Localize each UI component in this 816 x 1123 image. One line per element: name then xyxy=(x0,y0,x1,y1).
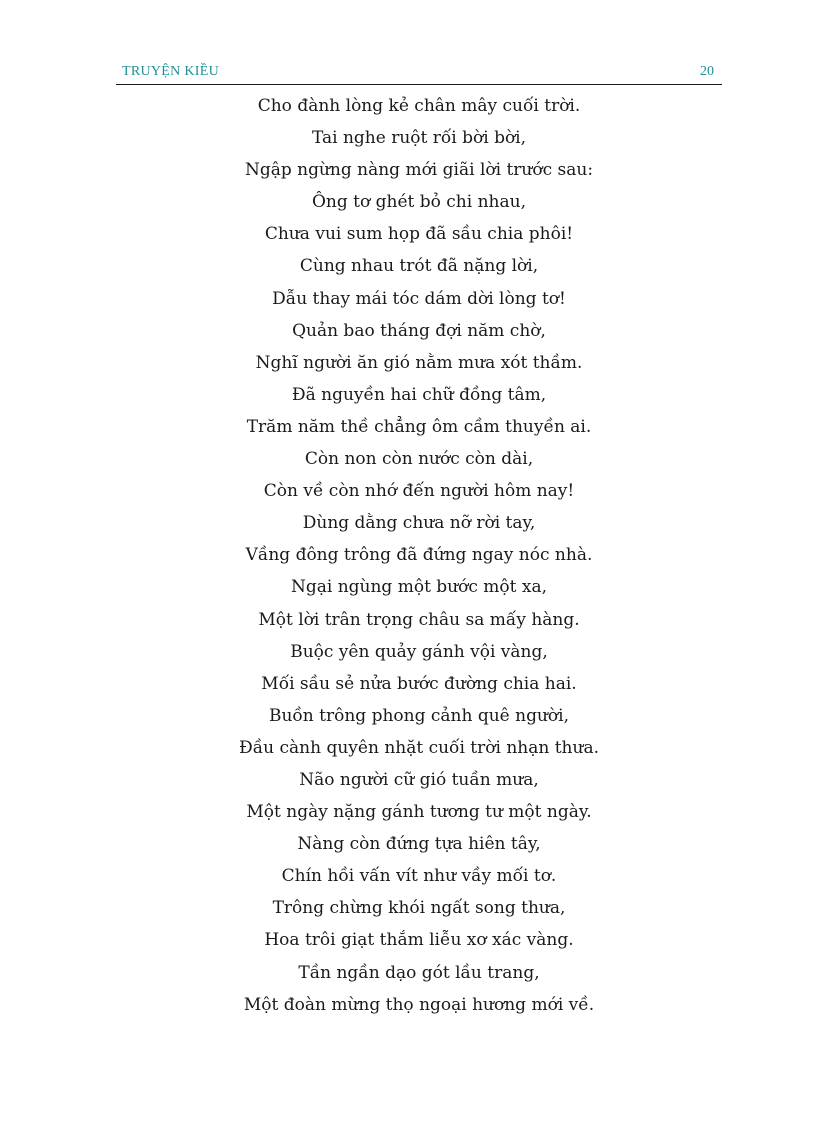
verse-line: Buồn trông phong cảnh quê người, xyxy=(268,705,570,726)
verse-line: Vầng đông trông đã đứng ngay nóc nhà. xyxy=(245,545,593,566)
verse-line: Tai nghe ruột rối bời bời, xyxy=(311,128,527,149)
running-title: TRUYỆN KIỀU xyxy=(122,64,220,79)
verse-line: Một lời trân trọng châu sa mấy hàng. xyxy=(258,609,580,630)
verse-line: Chưa vui sum họp đã sầu chia phôi! xyxy=(264,224,574,245)
verse-line: Đã nguyền hai chữ đồng tâm, xyxy=(291,384,547,405)
verse-line: Hoa trôi giạt thắm liễu xơ xác vàng. xyxy=(264,930,574,951)
poem-verses xyxy=(116,90,722,1021)
verse-line: Còn non còn nước còn dài, xyxy=(304,449,534,470)
verse-line: Trông chừng khói ngất song thưa, xyxy=(272,898,566,919)
verse-line: Buộc yên quảy gánh vội vàng, xyxy=(290,641,548,662)
verse-line: Cùng nhau trót đã nặng lời, xyxy=(299,256,539,277)
verse-line: Mối sầu sẻ nửa bước đường chia hai. xyxy=(261,673,577,694)
verse-line: Quản bao tháng đợi năm chờ, xyxy=(292,320,546,341)
verse-line: Nghĩ người ăn gió nằm mưa xót thầm. xyxy=(255,352,583,373)
verse-line: Dùng dằng chưa nỡ rời tay, xyxy=(302,513,536,534)
page-header xyxy=(116,62,722,85)
verse-line: Trăm năm thề chẳng ôm cầm thuyền ai. xyxy=(246,416,592,437)
verse-line: Tần ngần dạo gót lầu trang, xyxy=(298,962,540,983)
verse-line: Chín hồi vấn vít như vầy mối tơ. xyxy=(281,866,557,887)
verse-line: Ngập ngừng nàng mới giãi lời trước sau: xyxy=(244,160,594,181)
verse-line: Não người cữ gió tuần mưa, xyxy=(299,769,539,790)
verse-line: Một đoàn mừng thọ ngoại hương mới về. xyxy=(243,994,595,1015)
verse-line: Ngại ngùng một bước một xa, xyxy=(290,577,548,598)
verse-line: Còn về còn nhớ đến người hôm nay! xyxy=(263,481,575,502)
verse-line: Đầu cành quyên nhặt cuối trời nhạn thưa. xyxy=(239,737,599,758)
verse-line: Cho đành lòng kẻ chân mây cuối trời. xyxy=(257,96,581,116)
verse-line: Ông tơ ghét bỏ chi nhau, xyxy=(312,192,526,213)
verse-line: Dẫu thay mái tóc dám dời lòng tơ! xyxy=(272,288,566,309)
verse-line: Một ngày nặng gánh tương tư một ngày. xyxy=(246,802,592,823)
page-number: 20 xyxy=(700,64,714,79)
verse-line: Nàng còn đứng tựa hiên tây, xyxy=(297,834,541,855)
